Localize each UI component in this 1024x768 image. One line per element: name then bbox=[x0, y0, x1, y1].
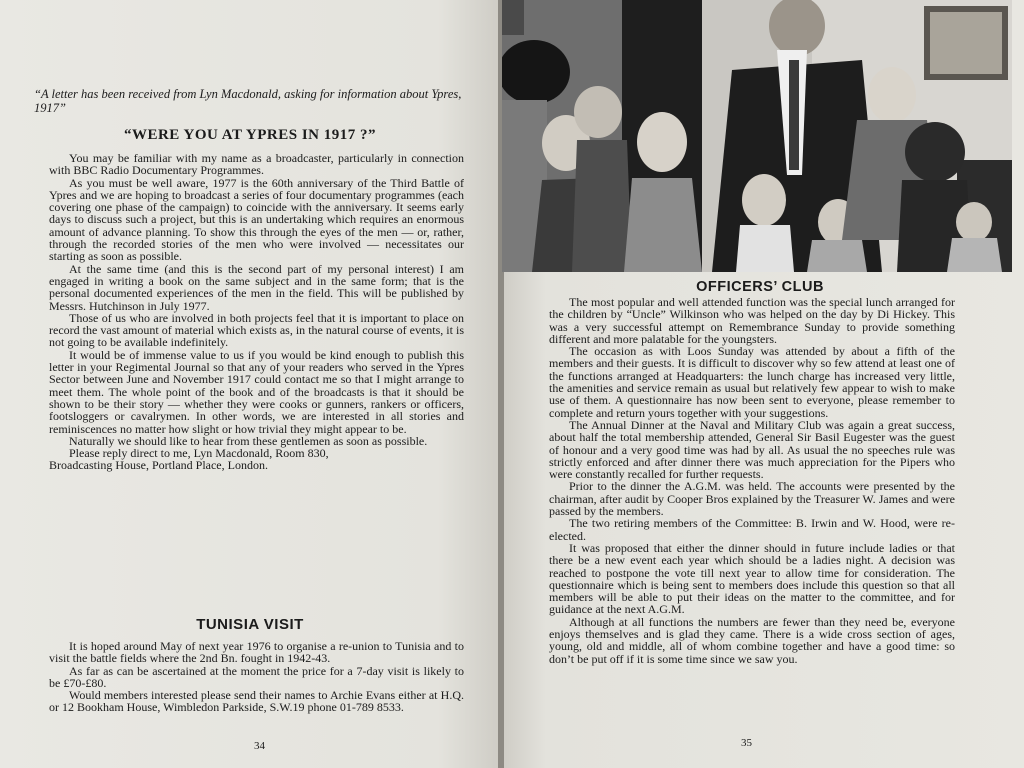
tunisia-heading: TUNISIA VISIT bbox=[196, 616, 304, 633]
paragraph: As you must be well aware, 1977 is the 60th anniversary of the Third Battle of Ypres and we are hoping to broadcast a series of four documentary programmes (each covering one phase of the campaign) to coincide with the anniversary. It seems early days to discuss such a project, but this is an undertaking which requires an enormous amount of advance planning. To show this through the eyes of the men — or, rather, through the recorded stories of the men who were involved — necessitates our starting as soon as possible. bbox=[49, 175, 464, 264]
page-number-left: 34 bbox=[254, 740, 265, 752]
ypres-letter bbox=[49, 152, 464, 472]
paragraph: The Annual Dinner at the Naval and Military Club was again a great success, about half the total membership attended, General Sir Basil Eugester was the guest of honour and a very good time was had by all. As usual the no speeches rule was strictly enforced and after dinner there was much appreciation for the Pipers who were constantly recalled for further requests. bbox=[549, 417, 955, 482]
paragraph: Those of us who are involved in both projects feel that it is important to place on record the vast amount of material which exists as, in the natural course of events, it is not going to be available indefinitely. bbox=[49, 310, 464, 350]
paragraph: The two retiring members of the Committee: B. Irwin and W. Hood, were re-elected. bbox=[549, 516, 955, 543]
page-number-right: 35 bbox=[741, 737, 752, 749]
paragraph: At the same time (and this is the second part of my personal interest) I am engaged in writing a book on the same subject and in the same form; that is the personal documented experiences of the men in the field. This will be published by Messrs. Hutchinson in July 1977. bbox=[49, 261, 464, 313]
intro-text: “A letter has been received from Lyn Macdonald, asking for information about Ypres, 1917” bbox=[34, 87, 462, 115]
ypres-heading: “WERE YOU AT YPRES IN 1917 ?” bbox=[123, 127, 377, 143]
paragraph: It is hoped around May of next year 1976 to organise a re-union to Tunisia and to visit the battle fields where the 2nd Bn. fought in 1942-43. bbox=[49, 639, 464, 666]
paragraph: Would members interested please send their names to Archie Evans either at H.Q. or 12 Bookham House, Wimbledon Parkside, S.W.19 phone 01-789 8533. bbox=[49, 688, 464, 715]
tunisia-section bbox=[49, 640, 464, 714]
officers-club-section bbox=[549, 296, 955, 665]
paragraph: You may be familiar with my name as a broadcaster, particularly in connection with BBC Radio Documentary Programmes. bbox=[49, 151, 464, 178]
group-photo-icon bbox=[502, 0, 1012, 272]
paragraph: Prior to the dinner the A.G.M. was held. The accounts were presented by the chairman, after audit by Cooper Bros explained by the Treasurer W. James and were passed by the members. bbox=[549, 479, 955, 519]
address-line: Broadcasting House, Portland Place, London. bbox=[49, 458, 268, 473]
paragraph: The occasion as with Loos Sunday was attended by about a fifth of the members and their guests. It is difficult to discover why so few attend at least one of the functions arranged at Headquarters: the lunch charge has increased very little, the amenities and service remain as usual but relatively few appear to wish to make use of them. A questionnaire has now been sent to everyone, please remember to complete and return yours together with your suggestions. bbox=[549, 344, 955, 420]
officers-club-heading: OFFICERS’ CLUB bbox=[696, 279, 824, 295]
paragraph: Naturally we should like to hear from these gentlemen as soon as possible. bbox=[69, 433, 428, 448]
paragraph: Please reply direct to me, Lyn Macdonald, Room 830, bbox=[69, 446, 329, 461]
left-page bbox=[0, 0, 498, 768]
paragraph: It was proposed that either the dinner should in future include ladies or that there be a new event each year which should be a ladies night. A decision was reached to postpone the vote till next year to allow time for consideration. The questionnaire which is being sent to members does include this question so that all members will be able to put their ideas on the matter to the committee, and for guidance at the next A.G.M. bbox=[549, 540, 955, 617]
paragraph: As far as can be ascertained at the moment the price for a 7-day visit is likely to be £70-£80. bbox=[49, 663, 464, 690]
paragraph: The most popular and well attended function was the special lunch arranged for the children by “Uncle” Wilkinson who was helped on the day by Di Hickey. This was a very successful attempt on Remembrance Sunday to provide something different and more palatable for the youngsters. bbox=[549, 295, 955, 346]
paragraph: Although at all functions the numbers are fewer than they need be, everyone enjoys themselves and is glad they came. There is a wide cross section of ages, young, old and middle, all of whom combine together and have a good time: so don’t be put off if it is some time since we saw you. bbox=[549, 614, 955, 666]
paragraph: It would be of immense value to us if you would be kind enough to publish this letter in your Regimental Journal so that any of your readers who served in the Ypres Sector between June and November 1917 could contact me so that I might arrange to meet them. The whole point of the book and of the broadcasts is that it should be shown to be their story — whether they were cooks or gunners, rankers or officers, footsloggers or cavalrymen. In other words, we are interested in all stories and reminiscences no matter how slight or how trivial they might appear to be. bbox=[49, 347, 464, 436]
